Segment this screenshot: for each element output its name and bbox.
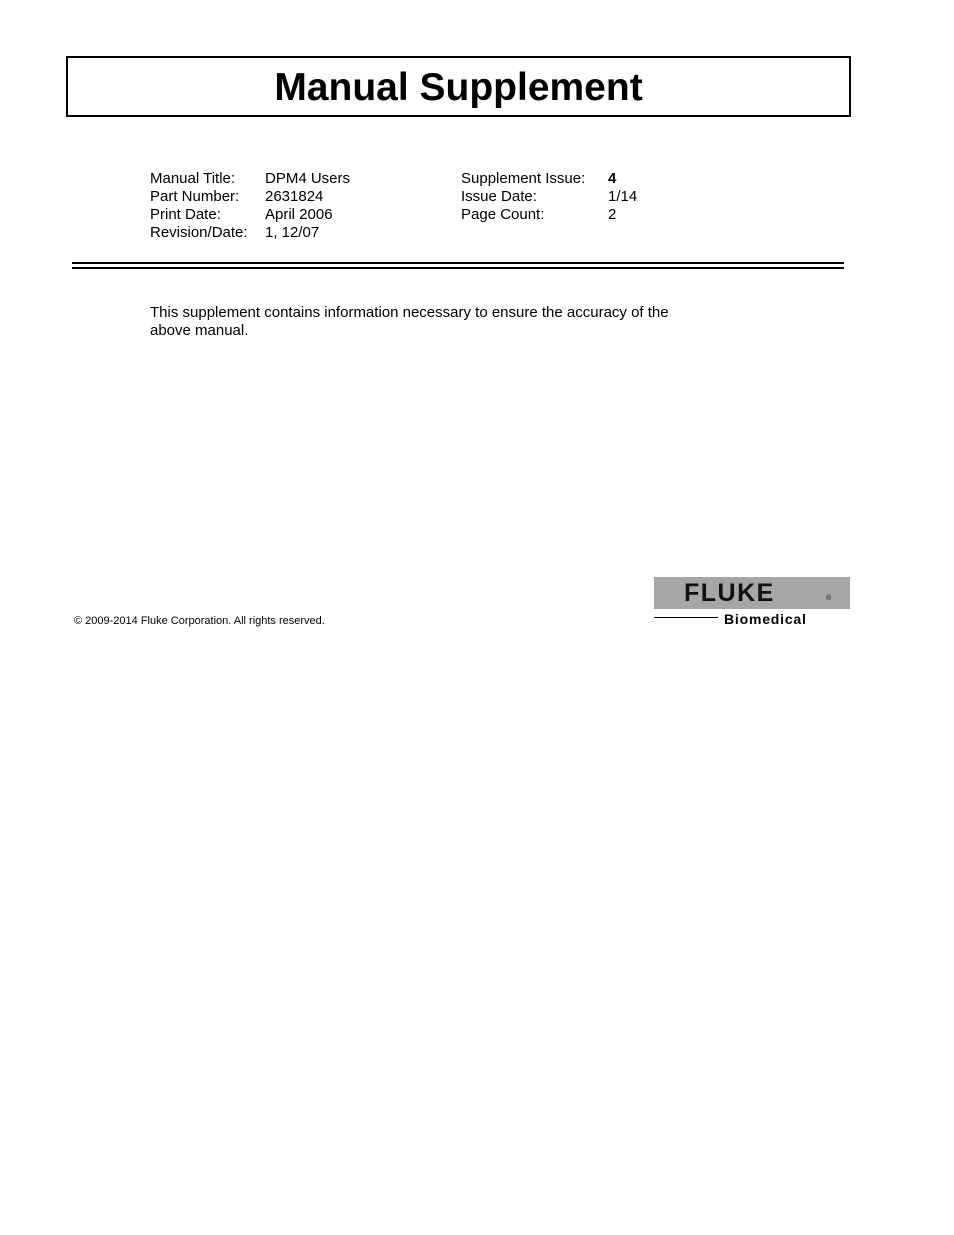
meta-label: Issue Date: [461, 188, 537, 205]
meta-row-supplement-issue [461, 170, 637, 188]
meta-label: Print Date: [150, 206, 221, 223]
meta-label: Supplement Issue: [461, 170, 586, 187]
manual-info-left [150, 170, 350, 242]
meta-label: Page Count: [461, 206, 545, 223]
logo-underline [654, 617, 718, 618]
meta-value: April 2006 [265, 206, 333, 223]
meta-row-part-number [150, 188, 350, 206]
meta-label: Part Number: [150, 188, 240, 205]
title-box [66, 56, 851, 117]
meta-value: 1/14 [608, 188, 638, 205]
intro-paragraph: This supplement contains information necessary to ensure the accuracy of the above manual. [150, 304, 669, 339]
fluke-biomedical-logo [654, 577, 850, 629]
meta-value: 4 [608, 170, 617, 187]
meta-row-manual-title [150, 170, 350, 188]
meta-row-print-date [150, 206, 350, 224]
meta-value: 2 [608, 206, 617, 223]
meta-value: 2631824 [265, 188, 324, 205]
meta-label: Revision/Date: [150, 224, 248, 241]
meta-row-page-count [461, 206, 637, 224]
manual-info-right [461, 170, 637, 224]
meta-value: DPM4 Users [265, 170, 351, 187]
meta-label: Manual Title: [150, 170, 236, 187]
copyright-notice: © 2009-2014 Fluke Corporation. All rights reserved. [74, 615, 325, 627]
page-title: Manual Supplement [274, 66, 643, 109]
meta-row-issue-date [461, 188, 637, 206]
logo-registered-mark: ® [826, 595, 832, 602]
logo-brand-text: FLUKE [684, 579, 775, 607]
section-divider [72, 262, 844, 269]
meta-row-revision-date [150, 224, 350, 242]
logo-division-text: Biomedical [724, 611, 807, 627]
meta-value: 1, 12/07 [265, 224, 320, 241]
